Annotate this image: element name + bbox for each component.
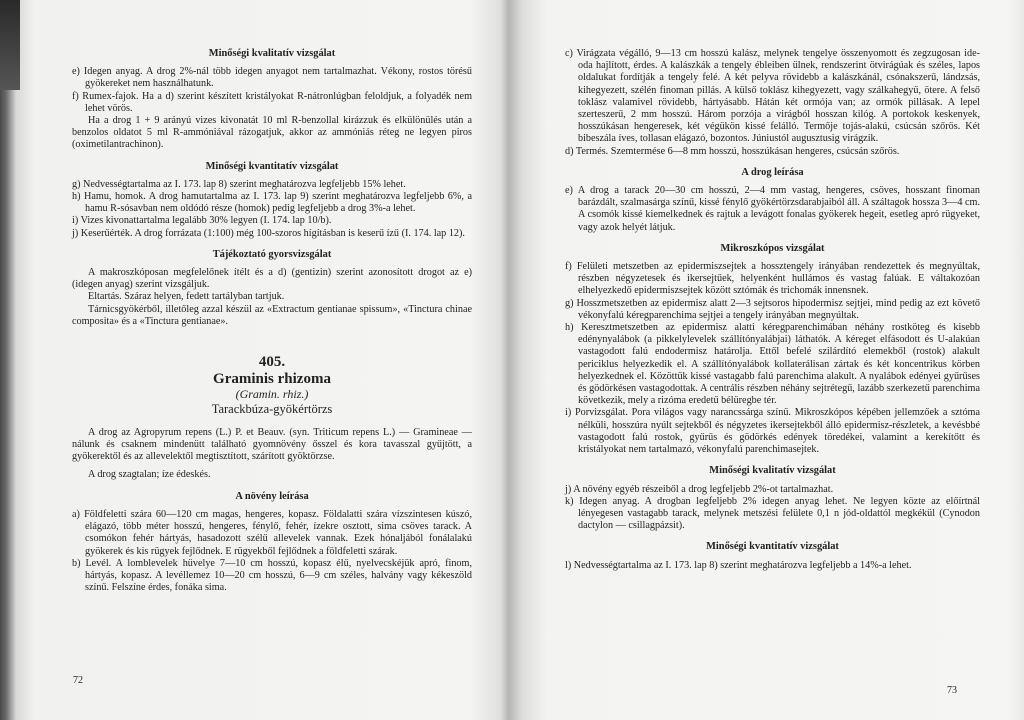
left-column	[72, 48, 472, 594]
page-number-right: 73	[947, 685, 957, 696]
heading-quantitative: Minőségi kvantitatív vizsgálat	[205, 160, 339, 172]
paragraph-d: d) Termés. Szemtermése 6—8 mm hosszú, hosszúkásan hengeres, csúcsán szőrös.	[565, 145, 900, 157]
paragraph-k-right: k) Idegen anyag. A drogban legfeljebb 2% idegen anyag lehet. Ne legyen közte az előírtnál lényegesen vastagabb tarack, melynek metszési felülete 0,1 n jód-oldattól megkékül (Cynodon dactylon — csillagpázsit).	[565, 495, 980, 532]
paragraph-g-right: g) Hosszmetszetben az epidermisz alatt 2—3 sejtsoros hipodermisz sejtjei, mind pedig az ezt követő vékonyfalú kéregparenchima sejtjei a tengely irányában megnyúltak.	[565, 297, 980, 321]
paragraph-storage: Eltartás. Száraz helyen, fedett tartályban tartjuk.	[88, 291, 285, 303]
heading-microscopy: Mikroszkópos vizsgálat	[720, 242, 825, 254]
paragraph-c: c) Virágzata végálló, 9—13 cm hosszú kalász, melynek tengelye összenyomott és zegzugosan ide-oda hajlított, érdes. A kalászkák a tengely ébleiben ülnek, rendszerint ötvirágúak és széles, lapos oldalukat fordítják a tengely felé. A két pelyva rövidebb a kalászkánál, csónakszerű, lándzsás, kihegyezett, szélén finoman pillás. A külső toklász kihegyezett, vagy szálkahegyű, ötere. A felső toklász valamivel rövidebb, hártyásabb. Hátán két ormója van; az ormók pillásak. A lepel szerteszerű, 2 mm hosszú. Három porzója a virágból hosszan kilóg. A portokok keskenyek, hosszúkásan hengeresek, két végükön kissé felálló. Termője tojás-alakú, csúcsán szőrös. Két bibeszála íves, tollasan elágazó, bozontos. Júniustól augusztusig virágzik.	[565, 48, 980, 145]
paragraph-b: b) Levél. A lomblevelek hüvelye 7—10 cm hosszú, kopasz élű, nyelvecskéjük apró, finom, hártyás, kopasz. A levéllemez 10—20 cm hosszú, 6—9 cm széles, halvány vagy kékeszöld színű. Felszíne érdes, fonáka sima.	[72, 557, 472, 594]
paragraph-smell: A drog szagtalan; íze édeskés.	[88, 469, 211, 481]
heading-quantitative-right: Minőségi kvantitatív vizsgálat	[706, 541, 839, 553]
paragraph-g: g) Nedvességtartalma az I. 173. lap 8) szerint meghatározva legfeljebb 15% lehet.	[72, 178, 406, 190]
heading-plant-description: A növény leírása	[235, 490, 309, 502]
paragraph-f: f) Rumex-fajok. Ha a d) szerint készített kristályokat R-nátronlúgban feloldjuk, a folyadék nem lehet vörös.	[72, 90, 472, 114]
binding-shadow	[0, 0, 20, 90]
paragraph-f2: Ha a drog 1 + 9 arányú vizes kivonatát 10 ml R-benzollal kirázzuk és elkülönülés után a benzolos oldatot 5 ml R-ammóniával rázogatjuk, akkor az ammóniás réteg ne legyen piros (oximetilantrachinon).	[72, 115, 472, 151]
monograph-title: Graminis rhizoma	[213, 371, 331, 388]
paragraph-a: a) Földfeletti szára 60—120 cm magas, hengeres, kopasz. Földalatti szára vízszintesen kúszó, elágazó, több méter hosszú, hengeres, fénylő, fehér, ízekre osztott, sima csöves tarack. A csomókon fehér hártyás, hasadozott szélű allevelek vannak. Ezek hónaljából fonálalakú gyökerek és kis rügyek fejlődnek. E rügyekből fejlődnek a földfeletti szárak.	[72, 508, 472, 557]
paragraph-j: j) Keserűérték. A drog forrázata (1:100) még 100-szoros hígításban is keserű ízű (I. 174. lap 12).	[72, 227, 465, 239]
paragraph-preparations: Tárnicsgyökérből, illetőleg azzal készül az «Extractum gentianae spissum», «Tinctura chinae composita» és a «Tinctura gentianae».	[72, 303, 472, 327]
paragraph-e: e) Idegen anyag. A drog 2%-nál több idegen anyagot nem tartalmazhat. Vékony, rostos törésű gyökereket nem használhatunk.	[72, 66, 472, 90]
paragraph-f-right: f) Felületi metszetben az epidermiszsejtek a hossztengely irányában rendezettek és megnyúltak, részben négyzetesek és ikersejtűek, helyenként hullámos és vastag falúak. E váltakozóan elhelyezkedő epidermiszsejtek között sztómák és trichomák innensnek.	[565, 261, 980, 297]
paragraph-l-right: l) Nedvességtartalma az I. 173. lap 8) szerint meghatározva legfeljebb a 14%-a lehet.	[565, 559, 912, 571]
heading-qualitative-right: Minőségi kvalitatív vizsgálat	[709, 465, 836, 477]
paragraph-quick-1: A makroszkóposan megfelelőnek ítélt és a d) (gentizin) szerint azonosított drogot az e) (idegen anyag) szerint vizsgáljuk.	[72, 267, 472, 291]
paragraph-j-right: j) A növény egyéb részeiből a drog legfeljebb 2%-ot tartalmazhat.	[565, 483, 834, 495]
right-column	[565, 48, 980, 572]
paragraph-e-right: e) A drog a tarack 20—30 cm hosszú, 2—4 mm vastag, hengeres, csöves, hosszant finoman barázdált, szalmasárga színű, kissé fénylő gyökértörzsdarabjaiból áll. A száltagok hossza 3—4 cm. A csomók kissé kiemelkednek és rajtuk a levágott fonalas gyökerek hegeit, esetleg apró rügyeket, vagy azok helyét látjuk.	[565, 185, 980, 233]
page-number-left: 72	[73, 675, 83, 686]
heading-quick-test: Tájékoztató gyorsvizsgálat	[212, 248, 332, 260]
paragraph-i: i) Vizes kivonattartalma legalább 30% legyen (I. 174. lap 10/b).	[72, 215, 332, 227]
monograph-abbreviation: (Gramin. rhiz.)	[235, 387, 309, 402]
heading-qualitative: Minőségi kvalitatív vizsgálat	[208, 48, 336, 59]
paragraph-h: h) Hamu, homok. A drog hamutartalma az I. 173. lap 9) szerint meghatározva legfeljebb 6%, a hamu R-sósavban nem oldódó része (homok) pedig legfeljebb a drog 3%-a lehet.	[72, 191, 472, 215]
monograph-hungarian-name: Tarackbúza-gyökértörzs	[211, 401, 333, 416]
paragraph-i-right: i) Porvizsgálat. Pora világos vagy narancssárga színű. Mikroszkópos képében jellemzőek a sztóma nélküli, hosszúra nyúlt sejtekből és négyzetes ikersejtekből álló epidermisz-részletek, a kevésbbé vastagodott falú rostok, gyűrűs és gödörkés edények töredékei, valamint a kerekítőtt és kristályokat nem tartalmazó, vékonyfalú parenchimasejtek.	[565, 407, 980, 456]
monograph-number: 405.	[258, 354, 286, 371]
paragraph-h-right: h) Keresztmetszetben az epidermisz alatti kéregparenchimában néhány rostköteg és kisebb edénynyalábok (a pikkelylevelek szállítónyalábjai) láthatók. A kéreget elfásodott és U-alakúan vastagodott falú endodermisz határolja. Ettől befelé szilárdító elemekből (rostok) alakult periciklus helyezkedik el. A szállítónyalábok kollaterálisan zártak és két koncentrikus körben helyezkednek el. Közöttük kissé vastagabb falú parenchima alakult. A nyalábok edényei gyűrűses és gödörkésen vastagodottak. A centrális részben néhány sejtrétegű, lazább szerkezetű parenchima következik, mely a rizóma eredetű bélüregbe tér.	[565, 322, 980, 407]
heading-drug-description: A drog leírása	[741, 166, 804, 178]
paragraph-intro: A drog az Agropyrum repens (L.) P. et Beauv. (syn. Triticum repens L.) — Gramineae — nálunk és csaknem mindenütt található gyomnövény ősszel és kora tavasszal gyűjtött, a gyökerektől és az allevelektől megtisztított, szárított gyöktörzse.	[72, 426, 472, 463]
